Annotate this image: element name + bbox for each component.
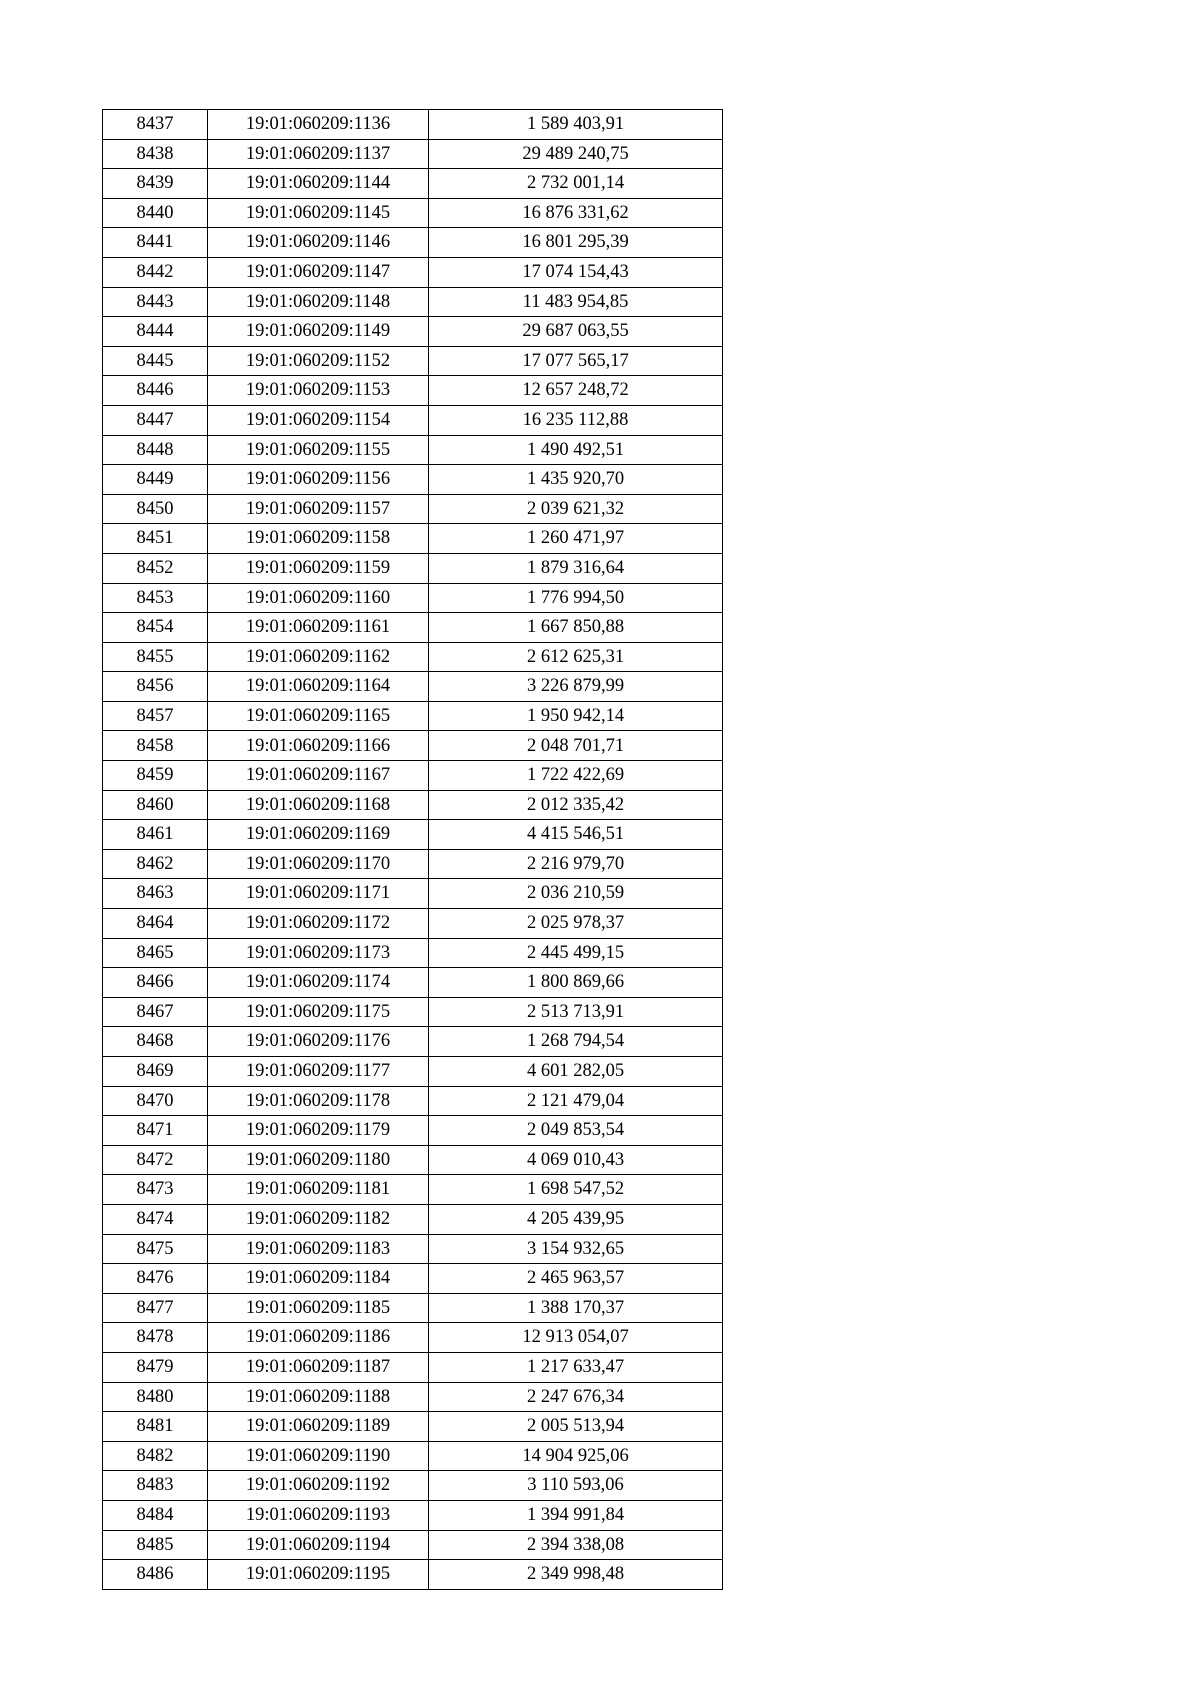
table-row — [103, 1500, 723, 1530]
table-row — [103, 1293, 723, 1323]
cadastral-number-cell: 19:01:060209:1157 — [208, 494, 429, 524]
cadastral-value-cell: 1 217 633,47 — [429, 1352, 723, 1382]
cadastral-number-cell: 19:01:060209:1162 — [208, 642, 429, 672]
cadastral-value-cell: 1 800 869,66 — [429, 968, 723, 998]
table-row — [103, 405, 723, 435]
cadastral-value-cell: 1 394 991,84 — [429, 1500, 723, 1530]
row-number-cell: 8478 — [103, 1323, 208, 1353]
cadastral-number-cell: 19:01:060209:1156 — [208, 465, 429, 495]
cadastral-value-cell: 1 388 170,37 — [429, 1293, 723, 1323]
row-number-cell: 8463 — [103, 879, 208, 909]
table-row — [103, 731, 723, 761]
cadastral-number-cell: 19:01:060209:1176 — [208, 1027, 429, 1057]
cadastral-number-cell: 19:01:060209:1194 — [208, 1530, 429, 1560]
cadastral-value-cell: 2 349 998,48 — [429, 1560, 723, 1590]
table-row — [103, 228, 723, 258]
table-row — [103, 198, 723, 228]
table-row — [103, 879, 723, 909]
cadastral-value-table — [102, 109, 723, 1590]
cadastral-value-cell: 16 235 112,88 — [429, 405, 723, 435]
cadastral-number-cell: 19:01:060209:1171 — [208, 879, 429, 909]
table-row — [103, 820, 723, 850]
table-row — [103, 553, 723, 583]
table-row — [103, 761, 723, 791]
table-body — [103, 110, 723, 1590]
row-number-cell: 8444 — [103, 317, 208, 347]
table-row — [103, 435, 723, 465]
cadastral-value-cell: 2 247 676,34 — [429, 1382, 723, 1412]
table-row — [103, 465, 723, 495]
table-row — [103, 257, 723, 287]
row-number-cell: 8480 — [103, 1382, 208, 1412]
table-row — [103, 169, 723, 199]
cadastral-value-cell: 3 226 879,99 — [429, 672, 723, 702]
table-row — [103, 642, 723, 672]
cadastral-number-cell: 19:01:060209:1188 — [208, 1382, 429, 1412]
row-number-cell: 8461 — [103, 820, 208, 850]
cadastral-value-cell: 2 732 001,14 — [429, 169, 723, 199]
row-number-cell: 8474 — [103, 1204, 208, 1234]
table-row — [103, 1145, 723, 1175]
table-row — [103, 849, 723, 879]
cadastral-number-cell: 19:01:060209:1159 — [208, 553, 429, 583]
table-row — [103, 110, 723, 140]
cadastral-value-cell: 2 025 978,37 — [429, 909, 723, 939]
row-number-cell: 8440 — [103, 198, 208, 228]
cadastral-number-cell: 19:01:060209:1185 — [208, 1293, 429, 1323]
cadastral-number-cell: 19:01:060209:1192 — [208, 1471, 429, 1501]
row-number-cell: 8476 — [103, 1264, 208, 1294]
cadastral-value-cell: 16 801 295,39 — [429, 228, 723, 258]
row-number-cell: 8479 — [103, 1352, 208, 1382]
cadastral-value-cell: 2 445 499,15 — [429, 938, 723, 968]
table-row — [103, 968, 723, 998]
table-row — [103, 494, 723, 524]
row-number-cell: 8471 — [103, 1116, 208, 1146]
table-row — [103, 1264, 723, 1294]
cadastral-value-cell: 29 489 240,75 — [429, 139, 723, 169]
cadastral-value-cell: 12 657 248,72 — [429, 376, 723, 406]
cadastral-value-cell: 1 722 422,69 — [429, 761, 723, 791]
cadastral-value-cell: 1 950 942,14 — [429, 701, 723, 731]
cadastral-value-cell: 3 110 593,06 — [429, 1471, 723, 1501]
cadastral-number-cell: 19:01:060209:1174 — [208, 968, 429, 998]
row-number-cell: 8450 — [103, 494, 208, 524]
row-number-cell: 8442 — [103, 257, 208, 287]
row-number-cell: 8455 — [103, 642, 208, 672]
cadastral-value-cell: 11 483 954,85 — [429, 287, 723, 317]
cadastral-number-cell: 19:01:060209:1184 — [208, 1264, 429, 1294]
cadastral-number-cell: 19:01:060209:1189 — [208, 1412, 429, 1442]
table-row — [103, 1057, 723, 1087]
cadastral-value-cell: 2 465 963,57 — [429, 1264, 723, 1294]
cadastral-number-cell: 19:01:060209:1168 — [208, 790, 429, 820]
table-row — [103, 1530, 723, 1560]
table-row — [103, 790, 723, 820]
row-number-cell: 8473 — [103, 1175, 208, 1205]
cadastral-value-cell: 1 879 316,64 — [429, 553, 723, 583]
row-number-cell: 8462 — [103, 849, 208, 879]
row-number-cell: 8482 — [103, 1441, 208, 1471]
cadastral-value-cell: 1 589 403,91 — [429, 110, 723, 140]
cadastral-value-cell: 2 394 338,08 — [429, 1530, 723, 1560]
cadastral-value-cell: 2 048 701,71 — [429, 731, 723, 761]
table-row — [103, 287, 723, 317]
table-row — [103, 524, 723, 554]
cadastral-value-cell: 29 687 063,55 — [429, 317, 723, 347]
row-number-cell: 8445 — [103, 346, 208, 376]
cadastral-value-cell: 2 012 335,42 — [429, 790, 723, 820]
row-number-cell: 8466 — [103, 968, 208, 998]
cadastral-value-cell: 2 005 513,94 — [429, 1412, 723, 1442]
row-number-cell: 8449 — [103, 465, 208, 495]
cadastral-number-cell: 19:01:060209:1158 — [208, 524, 429, 554]
row-number-cell: 8468 — [103, 1027, 208, 1057]
row-number-cell: 8446 — [103, 376, 208, 406]
cadastral-number-cell: 19:01:060209:1165 — [208, 701, 429, 731]
cadastral-number-cell: 19:01:060209:1152 — [208, 346, 429, 376]
table-row — [103, 1352, 723, 1382]
row-number-cell: 8470 — [103, 1086, 208, 1116]
row-number-cell: 8477 — [103, 1293, 208, 1323]
table-row — [103, 1471, 723, 1501]
table-row — [103, 1441, 723, 1471]
cadastral-value-cell: 2 121 479,04 — [429, 1086, 723, 1116]
cadastral-number-cell: 19:01:060209:1180 — [208, 1145, 429, 1175]
row-number-cell: 8437 — [103, 110, 208, 140]
cadastral-number-cell: 19:01:060209:1160 — [208, 583, 429, 613]
table-row — [103, 997, 723, 1027]
row-number-cell: 8464 — [103, 909, 208, 939]
row-number-cell: 8481 — [103, 1412, 208, 1442]
cadastral-value-cell: 4 069 010,43 — [429, 1145, 723, 1175]
cadastral-number-cell: 19:01:060209:1167 — [208, 761, 429, 791]
cadastral-number-cell: 19:01:060209:1166 — [208, 731, 429, 761]
cadastral-value-cell: 2 039 621,32 — [429, 494, 723, 524]
row-number-cell: 8457 — [103, 701, 208, 731]
cadastral-number-cell: 19:01:060209:1181 — [208, 1175, 429, 1205]
cadastral-number-cell: 19:01:060209:1182 — [208, 1204, 429, 1234]
table-row — [103, 1323, 723, 1353]
cadastral-value-cell: 2 612 625,31 — [429, 642, 723, 672]
row-number-cell: 8485 — [103, 1530, 208, 1560]
row-number-cell: 8467 — [103, 997, 208, 1027]
cadastral-value-cell: 2 049 853,54 — [429, 1116, 723, 1146]
row-number-cell: 8458 — [103, 731, 208, 761]
row-number-cell: 8443 — [103, 287, 208, 317]
cadastral-number-cell: 19:01:060209:1175 — [208, 997, 429, 1027]
row-number-cell: 8456 — [103, 672, 208, 702]
cadastral-value-cell: 2 216 979,70 — [429, 849, 723, 879]
table-row — [103, 1412, 723, 1442]
table-row — [103, 376, 723, 406]
cadastral-value-cell: 1 260 471,97 — [429, 524, 723, 554]
table-row — [103, 909, 723, 939]
row-number-cell: 8472 — [103, 1145, 208, 1175]
table-row — [103, 1175, 723, 1205]
cadastral-number-cell: 19:01:060209:1145 — [208, 198, 429, 228]
table-row — [103, 672, 723, 702]
table-row — [103, 613, 723, 643]
cadastral-value-cell: 17 074 154,43 — [429, 257, 723, 287]
row-number-cell: 8451 — [103, 524, 208, 554]
cadastral-value-cell: 1 268 794,54 — [429, 1027, 723, 1057]
table-row — [103, 938, 723, 968]
cadastral-number-cell: 19:01:060209:1149 — [208, 317, 429, 347]
cadastral-value-cell: 1 776 994,50 — [429, 583, 723, 613]
cadastral-value-cell: 1 667 850,88 — [429, 613, 723, 643]
table-row — [103, 1086, 723, 1116]
cadastral-number-cell: 19:01:060209:1170 — [208, 849, 429, 879]
row-number-cell: 8438 — [103, 139, 208, 169]
table-row — [103, 1560, 723, 1590]
table-row — [103, 1027, 723, 1057]
cadastral-number-cell: 19:01:060209:1144 — [208, 169, 429, 199]
cadastral-value-cell: 17 077 565,17 — [429, 346, 723, 376]
row-number-cell: 8454 — [103, 613, 208, 643]
cadastral-number-cell: 19:01:060209:1172 — [208, 909, 429, 939]
cadastral-value-cell: 1 490 492,51 — [429, 435, 723, 465]
cadastral-number-cell: 19:01:060209:1193 — [208, 1500, 429, 1530]
table-row — [103, 139, 723, 169]
row-number-cell: 8447 — [103, 405, 208, 435]
table-row — [103, 346, 723, 376]
cadastral-number-cell: 19:01:060209:1164 — [208, 672, 429, 702]
cadastral-number-cell: 19:01:060209:1169 — [208, 820, 429, 850]
cadastral-number-cell: 19:01:060209:1155 — [208, 435, 429, 465]
cadastral-number-cell: 19:01:060209:1161 — [208, 613, 429, 643]
cadastral-number-cell: 19:01:060209:1137 — [208, 139, 429, 169]
row-number-cell: 8483 — [103, 1471, 208, 1501]
cadastral-number-cell: 19:01:060209:1186 — [208, 1323, 429, 1353]
row-number-cell: 8465 — [103, 938, 208, 968]
table-row — [103, 317, 723, 347]
cadastral-value-cell: 4 415 546,51 — [429, 820, 723, 850]
cadastral-number-cell: 19:01:060209:1136 — [208, 110, 429, 140]
table-row — [103, 1204, 723, 1234]
table-row — [103, 583, 723, 613]
cadastral-number-cell: 19:01:060209:1190 — [208, 1441, 429, 1471]
cadastral-number-cell: 19:01:060209:1173 — [208, 938, 429, 968]
cadastral-value-cell: 16 876 331,62 — [429, 198, 723, 228]
cadastral-number-cell: 19:01:060209:1153 — [208, 376, 429, 406]
cadastral-number-cell: 19:01:060209:1146 — [208, 228, 429, 258]
cadastral-number-cell: 19:01:060209:1148 — [208, 287, 429, 317]
table-row — [103, 1116, 723, 1146]
cadastral-number-cell: 19:01:060209:1154 — [208, 405, 429, 435]
table-row — [103, 1382, 723, 1412]
cadastral-number-cell: 19:01:060209:1178 — [208, 1086, 429, 1116]
row-number-cell: 8439 — [103, 169, 208, 199]
row-number-cell: 8453 — [103, 583, 208, 613]
row-number-cell: 8452 — [103, 553, 208, 583]
cadastral-number-cell: 19:01:060209:1195 — [208, 1560, 429, 1590]
cadastral-number-cell: 19:01:060209:1147 — [208, 257, 429, 287]
cadastral-number-cell: 19:01:060209:1183 — [208, 1234, 429, 1264]
row-number-cell: 8448 — [103, 435, 208, 465]
cadastral-value-cell: 12 913 054,07 — [429, 1323, 723, 1353]
cadastral-number-cell: 19:01:060209:1177 — [208, 1057, 429, 1087]
cadastral-value-cell: 2 036 210,59 — [429, 879, 723, 909]
cadastral-number-cell: 19:01:060209:1179 — [208, 1116, 429, 1146]
table-row — [103, 1234, 723, 1264]
cadastral-value-cell: 2 513 713,91 — [429, 997, 723, 1027]
row-number-cell: 8484 — [103, 1500, 208, 1530]
row-number-cell: 8469 — [103, 1057, 208, 1087]
cadastral-value-cell: 14 904 925,06 — [429, 1441, 723, 1471]
cadastral-value-cell: 3 154 932,65 — [429, 1234, 723, 1264]
cadastral-value-cell: 1 698 547,52 — [429, 1175, 723, 1205]
table-row — [103, 701, 723, 731]
cadastral-value-cell: 4 205 439,95 — [429, 1204, 723, 1234]
row-number-cell: 8441 — [103, 228, 208, 258]
row-number-cell: 8459 — [103, 761, 208, 791]
row-number-cell: 8486 — [103, 1560, 208, 1590]
cadastral-value-cell: 4 601 282,05 — [429, 1057, 723, 1087]
row-number-cell: 8460 — [103, 790, 208, 820]
row-number-cell: 8475 — [103, 1234, 208, 1264]
cadastral-value-cell: 1 435 920,70 — [429, 465, 723, 495]
cadastral-number-cell: 19:01:060209:1187 — [208, 1352, 429, 1382]
